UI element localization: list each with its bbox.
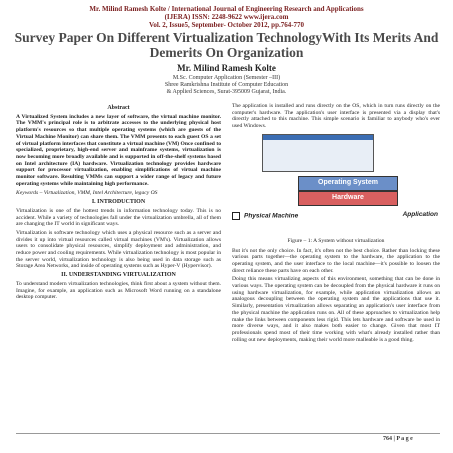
legend-square-icon xyxy=(232,212,240,220)
application-label: Application xyxy=(402,211,438,219)
author-name: Mr. Milind Ramesh Kolte xyxy=(177,63,276,73)
legend-row xyxy=(232,210,438,222)
intro-paragraph-2: Virtualization is software technology which uses a physical resource such as a server and divides it up into virtual resources called virtual machines (VM's). Virtualization allows users to consolidate physical resources, simplify deployment and administration, and reduce power and cooling requirements. While virtualization technology is most popular in the server world, virtualization technology is also being used in data storage such as Storage Area Networks, and inside of operating systems such as Hyper-V (Hypervisor). xyxy=(16,229,221,270)
physical-machine-legend xyxy=(232,212,298,220)
intro-heading: I. INTRODUCTION xyxy=(91,199,146,206)
affiliation-line1: M.Sc. Computer Application (Semester –III) xyxy=(172,75,281,81)
right-paragraph-3: Doing this means virtualizing aspects of this environment, something that can be done in various ways. The operating system can be decoupled from the physical hardware it runs on using hardware virtualization, for example, while application virtualization allows an analogous decoupling between the operating system and the applications that use it. Similarly, presentation virtualization allows separating an application's user interface from the physical machine the application runs on. All of these approaches to virtualization help make the links between components less rigid. This lets hardware and software be used in more diverse ways, and it also makes both easier to change. Given that most IT professionals spend most of their time working with what's already installed rather than rolling out new deployments, making their world more malleable is a good thing. xyxy=(232,276,440,343)
operating-system-box: Operating System xyxy=(298,176,398,191)
journal-header-line1: Mr. Milind Ramesh Kolte / International Journal of Engineering Research and Applications xyxy=(89,5,364,13)
section2-heading: II. UNDERSTANDING VIRTUALIZATION xyxy=(61,272,176,279)
affiliation-line3: & Applied Sciences, Surat-395009 Gujarat, India. xyxy=(166,89,287,95)
figure-caption: Figure – 1: A System without virtualization xyxy=(287,237,385,244)
journal-header-line3: Vol. 2, Issue5, September- October 2012, pp.764-770 xyxy=(148,21,305,29)
keywords: Keywords – Virtualization, VMM, Intel Architecture, legacy OS xyxy=(16,190,158,197)
section2-paragraph: To understand modern virtualization technologies, think first about a system without them. Imagine, for example, an application such as Microsoft Word running on a standalone desktop computer. xyxy=(16,280,221,301)
left-column xyxy=(16,103,221,303)
paper-title: Survey Paper On Different Virtualization TechnologyWith Its Merits And Demerits On Organization xyxy=(14,30,439,60)
right-paragraph-2: But it's not the only choice. In fact, it's often not the best choice. Rather than locking these various parts together—the operating system to the hardware, the application to the operating system, and the user interface to the local machine—it's possible to loosen the direct reliance these parts have on each other. xyxy=(232,247,440,274)
abstract-heading: Abstract xyxy=(107,105,130,111)
abstract-text: A Virtualized System includes a new layer of software, the virtual machine monitor. The VMM's principal role is to arbitrate accesses to the underlying physical host platform's resources so that multiple operating systems (which are guests of the Virtual Machine Monitor) can share them. The VMM presents to each guest OS a set of virtual platform interfaces that constitute a virtual machine (VM) Once confined to specialized, proprietary, high-end server and mainframe systems, virtualization is now becoming more broadly available and is supported in off-the-shelf systems based on Intel architecture (IA) hardware. Virtualization technology provides hardware support for processor virtualization, enabling simplifications of virtual machine monitor software. Resulting VMMs can support a wider range of legacy and future operating systems while maintaining high performance. xyxy=(16,113,221,187)
right-paragraph-1: The application is installed and runs directly on the OS, which in turn runs directly on the computer's hardware. The application's user interface is presented via a display that's directly attached to this machine. This simple scenario is familiar to anybody who's ever used Windows. xyxy=(232,103,440,130)
figure-system-diagram xyxy=(232,132,440,236)
page-number: 764 | P a g e xyxy=(383,436,413,442)
footer-divider xyxy=(16,433,440,434)
application-window-icon xyxy=(262,134,374,172)
right-column xyxy=(232,103,440,345)
journal-header-line2: (IJERA) ISSN: 2248-9622 www.ijera.com xyxy=(164,13,289,21)
intro-paragraph-1: Virtualization is one of the hottest trends in information technology today. This is no accident. While a variety of technologies fall under the virtualization umbrella, all of them are changing the IT world in significant ways. xyxy=(16,207,221,228)
window-titlebar xyxy=(263,135,373,140)
physical-machine-label: Physical Machine xyxy=(244,212,299,220)
hardware-box: Hardware xyxy=(298,191,398,206)
affiliation-line2: Shree Ramkrishna Institute of Computer Education xyxy=(164,82,289,88)
